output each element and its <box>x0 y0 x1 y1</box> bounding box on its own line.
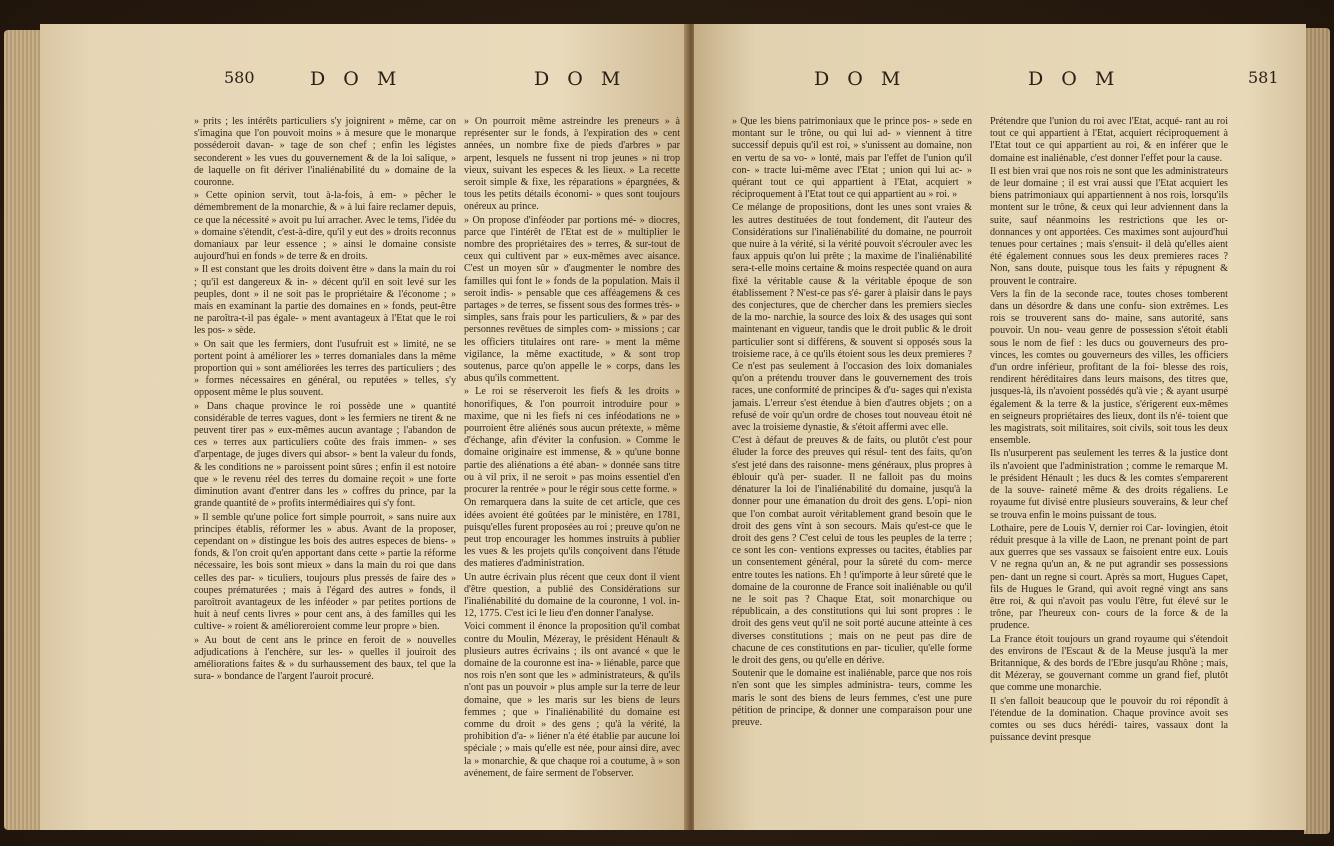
paragraph: Un autre écrivain plus récent que ceux dont il vient d'être question, a publié des Considérations sur l'inaliénabilité du domaine de la couronne, 1 vol. in-12, 1775. C'est ici le lieu d'en donner l'analyse. <box>464 571 680 620</box>
paragraph: C'est à défaut de preuves & de faits, ou plutôt c'est pour éluder la force des preuves qui résul- tent des faits, qu'on s'est jeté dans des raisonne- mens généraux, plus propres à éblouir qu'à per- suader. Il ne falloit pas du moins dénaturer la loi de l'inaliénabilité du domaine, jusqu'à la donner pour une émanation du droit des gens. L'opi- nion que l'on combat auroit véritablement grand besoin que le droit des gens vînt à son secours. Mais qu'est-ce que le droit des gens ? C'est celui de tous les peuples de la terre ; ce sont les con- ventions expresses ou tacites, établies par un consentement général, pour la sûreté du com- merce entre toutes les nations. Eh ! qu'importe à leur sûreté que le domaine de la couronne de France soit inaliénable ou qu'il ne le soit pas ? Chaque Etat, soit monarchique ou républicain, a des constitutions qui lui sont propres : le droit des gens veut qu'il ne soit porté aucune atteinte à ces diverses constitutions ; mais on ne peut pas dire de chacune de ces constitutions en par- ticulier, qu'elle forme le droit des gens, ou qu'elle en dérive. <box>732 435 972 666</box>
page-number-right: 581 <box>1248 68 1279 87</box>
paragraph: » Que les biens patrimoniaux que le prince pos- » sede en montant sur le trône, ou qui lui ad- » viennent à titre successif depuis qu'il est roi, » s'unissent au domaine, non en vertu de sa vo- » lonté, mais par l'effet de l'union qu'il con- » tracte lui-même avec l'Etat ; union qui lui ac- » quérant tout ce qui appartient à l'Etat, acquiert » réciproquement à l'Etat tout ce qui appartient au » roi. » <box>732 116 972 201</box>
paragraph: Voici comment il énonce la proposition qu'il combat contre du Moulin, Mézeray, le président Hénault & plusieurs autres écrivains ; ils ont avancé « que le domaine de la couronne est ina- » liénable, parce que nos rois n'en sont que les » administrateurs, & qu'ils n'ont pas un pouvoir » plus ample sur la terre de leur domaine, que » les maris sur les biens de leurs femmes ; que » l'inaliénabilité du domaine est comme du droit » des gens ; qu'à la vérité, la prohibition d'a- » liéner n'a été établie par aucune loi spéciale ; » mais qu'elle est née, pour ainsi dire, avec la » monarchie, & que chaque roi a coutume, à » son avénement, de faire serment de l'observer. <box>464 621 680 779</box>
left-column-2 <box>464 116 680 830</box>
paragraph: » Il semble qu'une police fort simple pourroit, » sans nuire aux principes établis, réformer les » abus. Avant de la proposer, cependant on » distingue les bois des autres especes de biens- » fonds, & l'on croit qu'en apportant dans cette » partie la réforme nécessaire, les bois sont mieux » dans la main du roi que dans celles des par- » ticuliers, toujours plus pressés de faire des » coupes prématurées ; mais à l'égard des autres » fonds, il paroîtroit avantageux de les inféoder » par petites portions de huit à neuf cents livres » pour cent ans, à des familles qui les cultive- » roient & amélioreroient comme leur propre » bien. <box>194 511 456 633</box>
paragraph: Soutenir que le domaine est inaliénable, parce que nos rois n'en sont que les simples administra- teurs, comme les maris le sont des biens de leurs femmes, c'est une pure pétition de principe, & donner une comparaison pour une preuve. <box>732 668 972 728</box>
running-head-left-b: D O M <box>534 68 627 90</box>
right-column-2 <box>990 116 1228 830</box>
paragraph: » On propose d'inféoder par portions mé- » diocres, parce que l'intérêt de l'Etat est de » multiplier le nombre des propriétaires des » terres, & sur-tout de ceux qui cultivent par » eux-mêmes avec aisance. C'est un moyen sûr » d'augmenter le nombre des familles qui font le » fonds de la population. Mais il seroit indis- » pensable que ces afféagemens & ces partages » de terres, se fissent sous des formes très- » simples, sans frais pour les particuliers, & » par des personnes revêtues de simples com- » missions ; car les officiers titulaires ont rare- » ment la même vigilance, la même exactitude, » & sont trop soutenus, parce qu'on appelle le » corps, dans les abus qu'ils commettent. <box>464 214 680 385</box>
paragraph: Il est bien vrai que nos rois ne sont que les administrateurs de leur domaine ; il est vrai aussi que l'Etat acquiert les biens patrimoniaux qui appartiennent à nos rois, lorsqu'ils montent sur le trône, & ceux qui leur adviennent dans la suite, sauf néanmoins les restrictions que les or- donnances y ont apportées. Ces maximes sont aujourd'hui tenues pour certaines ; mais s'ensuit- il delà qu'elles aient été également connues sous les deux premieres races ? Non, sans doute, puisque tous les faits y répugnent & prouvent le contraire. <box>990 165 1228 287</box>
paragraph: Prétendre que l'union du roi avec l'Etat, acqué- rant au roi tout ce qui appartient à l'Etat, acquiert réciproquement à l'Etat tout ce qui appartient au roi, & en inférer que le domaine est inaliénable, c'est donner l'effet pour la cause. <box>990 116 1228 164</box>
paragraph: Ce mélange de propositions, dont les unes sont vraies & les autres destituées de tout fondement, dit l'auteur des Considérations sur l'inaliénabilité du domaine, ne pourroit que nuire à la vérité, si la vérité pouvoit s'écrouler avec les faux appuis qu'on lui prête ; la maxime de l'inaliénabilité sera-t-elle moins certaine & moins respectée quand on aura fixé la véritable cause & la véritable époque de son établissement ? N'est-ce pas s'é- garer à plaisir dans le pays des conjectures, que de chercher dans les premiers siecles de la mo- narchie, la source des loix & des usages qui sont maintenant en vigueur, tandis que le droit public & le droit particulier sont si différens, & souvent si opposés sous la troisieme race, à ce qu'ils étoient sous les deux premieres ? Ce n'est pas seulement à l'occasion des loix domaniales qu'on a prétendu trouver dans le gouvernement des trois races, une conformité de principes & d'u- sages qui n'exista jamais. L'erreur s'est étendue à bien d'autres objets ; on a refusé de voir qu'un ordre de choses tout nouveau étoit né avec la troisieme dynastie, & s'étoit affermi avec elle. <box>732 202 972 434</box>
running-head-right-a: D O M <box>814 68 907 90</box>
page-number-left: 580 <box>224 68 255 87</box>
paragraph: » Cette opinion servit, tout à-la-fois, à em- » pêcher le démembrement de la monarchie, & » à lui faire reclamer depuis, ce que la nécessité » avoit pu lui arracher. Avec le tems, l'idée du » domaine s'étendit, c'est-à-dire, qu'il y eut des » droits reconnus domaniaux par leur essence ; » ainsi le domaine consiste aujourd'hui en fonds » de terre & en droits. <box>194 190 456 263</box>
book-edge-right <box>1304 28 1330 834</box>
paragraph: » Dans chaque province le roi possède une » quantité considérable de terres vagues, dont » les fermiers ne tirent & ne peuvent tirer pas » eux-mêmes aucun avantage ; l'abandon de ces » terres aux particuliers coûte des frais immen- » ses d'arpentage, de juges divers qui absor- » bent la valeur du fonds, & les conditions ne » paroissent point sûres ; enfin il est notoire que » le revenu réel des terres du domaine reçoit » une forte diminution avant d'entrer dans les » coffres du prince, par la grande quantité de » profits intermédiaires qui s'y font. <box>194 400 456 510</box>
left-column-1 <box>194 116 456 830</box>
paragraph: On remarquera dans la suite de cet article, que ces idées avoient été goûtées par le ministère, en 1781, puisqu'elles furent proposées au roi ; preuve qu'on ne peut trop encourager les hommes instruits à publier les vues & les projets qu'ils conçoivent dans l'étude des matieres d'administration. <box>464 497 680 570</box>
paragraph: Il s'en falloit beaucoup que le pouvoir du roi répondît à l'étendue de la domination. Chaque province avoit ses comtes ou ses ducs hérédi- taires, vassaux dont la puissance devint presque <box>990 695 1228 744</box>
paragraph: La France étoit toujours un grand royaume qui s'étendoit des environs de l'Escaut & de la Meuse jusqu'à la mer Britannique, & des bords de l'Ebre jusqu'au Rhône ; mais, dit Mézeray, se gouvernant comme un grand fief, plutôt que comme une monarchie. <box>990 633 1228 694</box>
paragraph: » Il est constant que les droits doivent être » dans la main du roi ; qu'il est dangereux & in- » décent qu'il en soit levé sur les peuples, dont » il ne soit pas le propriétaire & l'économe ; » mais en examinant la partie des domaines en » fonds, peut-être ne paroîtra-t-il pas égale- » ment avantageux à l'Etat que le roi les pos- » sède. <box>194 264 456 337</box>
paragraph: » On pourroit même astreindre les preneurs » à représenter sur le fonds, à l'expiration des » cent années, un nombre fixe de pieds d'arbres » par arpent, lesquels ne fussent ni trop jeunes » ni trop vieux, suivant les especes & les lieux. » La recette seroit simple & fixe, les réparations » épargnées, & tous les petits détails économi- » ques sont toujours onéreux au prince. <box>464 116 680 213</box>
paragraph: Ils n'usurperent pas seulement les terres & la justice dont ils n'avoient que l'administration ; comme le remarque M. le président Hénault ; les ducs & les comtes s'emparerent de la souve- raineté même & des droits régaliens. Le royaume fut divisé entre plusieurs souverains, & leur chef se trouva enfin le moins puissant de tous. <box>990 448 1228 521</box>
right-page <box>694 24 1306 830</box>
running-head-left-a: D O M <box>310 68 403 90</box>
paragraph: » prits ; les intérêts particuliers s'y joignirent » même, car on s'imagina que l'on pouvoit moins » à mesure que le monarque posséderoit davan- » tage de son chef ; enfin les légistes seconderent » les vues du gouvernement & de la loi salique, » de laquelle on fit dériver l'inaliénabilité du » domaine de la couronne. <box>194 116 456 189</box>
book-edge-left <box>4 30 44 830</box>
paragraph: » On sait que les fermiers, dont l'usufruit est » limité, ne se portent point à améliorer les » terres domaniales dans la même proportion qui » sont améliorées les terres des particuliers ; des » formes nécessaires en général, ou reputées » telles, s'y opposent même le plus souvent. <box>194 338 456 399</box>
left-page <box>40 24 688 830</box>
paragraph: » Au bout de cent ans le prince en feroit de » nouvelles adjudications à l'enchère, sur les- » quelles il jouiroit des améliorations faites & » du surhaussement des baux, tel que la sura- » bondance de l'argent l'auroit procuré. <box>194 634 456 683</box>
running-head-right-b: D O M <box>1028 68 1121 90</box>
paragraph: » Le roi se réserveroit les fiefs & les droits » honorifiques, & l'on pourroit introduire pour » maxime, que ni les fiefs ni ces inféodations ne » pourroient être aliénés sous aucun prétexte, » même d'échange, afin d'éviter la confusion. » Comme le domaine originaire est immense, & » qu'une bonne partie des aliénations a été aban- » donnée sans titre ou à vil prix, il ne seroit » pas moins essentiel d'en procurer la rentrée » pour le régir sous cette forme. » <box>464 386 680 496</box>
paragraph: Lothaire, pere de Louis V, dernier roi Car- lovingien, étoit réduit presque à la ville de Laon, ne prenant point de part aux guerres que ses vassaux se faisoient entre eux. Louis V ne regna qu'un an, & ne put agrandir ses possessions pen- dant un regne si court. Après sa mort, Hugues Capet, fils de Hugues le Grand, qui avoit regné vingt ans sans être roi, & qui n'avoit pas voulu l'être, fut élevé sur le trône, par l'heureux con- cours de la force & de la prudence. <box>990 522 1228 632</box>
right-column-1 <box>732 116 972 830</box>
paragraph: Vers la fin de la seconde race, toutes choses tomberent dans un désordre & dans une confu- sion extrêmes. Les rois se trouverent sans do- maine, sans autorité, sans pouvoir. Un nou- veau genre de possession s'étoit établi sous le nom de fief : les ducs ou gouverneurs des pro- vinces, les comtes ou gouverneurs des villes, les officiers d'un ordre inférieur, profitant de la foi- blesse des rois, rendirent héréditaires dans leurs maisons, des titres que, jusques-là, ils n'avoient possédés qu'à vie ; & ayant usurpé également & la terre & la justice, s'érigerent eux-mêmes en seigneurs propriétaires des lieux, dont ils n'é- toient que les magistrats, soit militaires, soit civils, soit tous les deux ensemble. <box>990 288 1228 447</box>
